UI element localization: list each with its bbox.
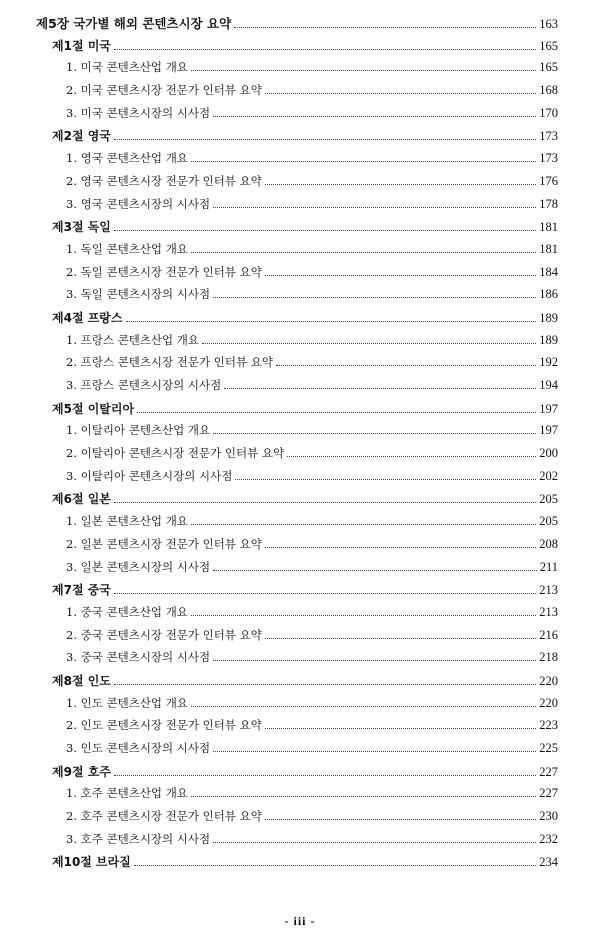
toc-entry-page-number: 165 bbox=[539, 38, 558, 53]
toc-entry-label: 제3절 독일 bbox=[52, 220, 111, 235]
dot-leader bbox=[114, 593, 536, 594]
toc-entry-page-number: 234 bbox=[539, 855, 558, 870]
toc-entry-page-number: 176 bbox=[539, 173, 558, 188]
toc-entry-page-number: 211 bbox=[539, 559, 558, 574]
toc-entry-page-number: 194 bbox=[539, 378, 558, 392]
toc-entry-page-number: 232 bbox=[539, 831, 558, 846]
dot-leader bbox=[114, 502, 536, 503]
toc-entry-page-number: 208 bbox=[539, 536, 558, 551]
dot-leader bbox=[213, 751, 536, 752]
dot-leader bbox=[191, 70, 536, 71]
toc-item-entry[interactable] bbox=[36, 604, 558, 627]
toc-entry-label: 제1절 미국 bbox=[52, 38, 111, 53]
toc-entry-page-number: 181 bbox=[539, 220, 558, 235]
toc-entry-label: 1. 프랑스 콘텐츠산업 개요 bbox=[66, 332, 200, 347]
toc-entry-page-number: 170 bbox=[539, 105, 558, 120]
dot-leader bbox=[114, 775, 536, 776]
toc-entry-label: 3. 독일 콘텐츠시장의 시사점 bbox=[66, 287, 211, 302]
toc-entry-label: 제9절 호주 bbox=[52, 764, 111, 779]
dot-leader bbox=[114, 139, 536, 140]
toc-entry-label: 2. 독일 콘텐츠시장 전문가 인터뷰 요약 bbox=[66, 264, 262, 279]
toc-entry-page-number: 173 bbox=[539, 151, 558, 166]
toc-entry-label: 제5절 이탈리아 bbox=[52, 401, 135, 416]
toc-entry-page-number: 173 bbox=[539, 129, 558, 144]
dot-leader bbox=[265, 819, 536, 820]
dot-leader bbox=[191, 796, 536, 797]
toc-entry-page-number: 200 bbox=[539, 446, 558, 461]
dot-leader bbox=[202, 343, 536, 344]
toc-entry-label: 2. 호주 콘텐츠시장 전문가 인터뷰 요약 bbox=[66, 809, 262, 824]
toc-entry-page-number: 220 bbox=[539, 673, 558, 688]
toc-entry-label: 제2절 영국 bbox=[52, 129, 111, 144]
toc-entry-page-number: 189 bbox=[539, 310, 558, 325]
toc-entry-label: 3. 미국 콘텐츠시장의 시사점 bbox=[66, 105, 211, 120]
dot-leader bbox=[213, 660, 536, 661]
toc-section-entry[interactable] bbox=[36, 581, 558, 604]
toc-section-entry[interactable] bbox=[36, 763, 558, 786]
dot-leader bbox=[265, 184, 536, 185]
dot-leader bbox=[213, 842, 536, 843]
toc-item-entry[interactable] bbox=[36, 241, 558, 264]
toc-entry-label: 1. 이탈리아 콘텐츠산업 개요 bbox=[66, 423, 211, 438]
toc-item-entry[interactable] bbox=[36, 332, 558, 355]
toc-item-entry[interactable] bbox=[36, 354, 558, 377]
toc-entry-label: 제7절 중국 bbox=[52, 583, 111, 598]
dot-leader bbox=[265, 275, 536, 276]
dot-leader bbox=[191, 706, 536, 707]
dot-leader bbox=[137, 412, 536, 413]
dot-leader bbox=[114, 684, 536, 685]
toc-item-entry[interactable] bbox=[36, 150, 558, 173]
toc-entry-page-number: 230 bbox=[539, 809, 558, 824]
toc-entry-label: 제10절 브라질 bbox=[52, 855, 131, 870]
toc-entry-page-number: 227 bbox=[539, 764, 558, 779]
toc-section-entry[interactable] bbox=[36, 218, 558, 241]
dot-leader bbox=[126, 321, 537, 322]
toc-entry-page-number: 165 bbox=[539, 60, 558, 75]
toc-entry-page-number: 202 bbox=[539, 468, 558, 483]
dot-leader bbox=[213, 116, 536, 117]
toc-entry-page-number: 223 bbox=[539, 718, 558, 733]
toc-item-entry[interactable] bbox=[36, 559, 558, 582]
dot-leader bbox=[191, 161, 536, 162]
dot-leader bbox=[114, 230, 536, 231]
toc-entry-page-number: 181 bbox=[539, 241, 558, 256]
toc-entry-page-number: 216 bbox=[539, 627, 558, 642]
toc-entry-page-number: 197 bbox=[539, 401, 558, 416]
toc-chapter-entry[interactable] bbox=[36, 14, 558, 37]
toc-entry-label: 3. 프랑스 콘텐츠시장의 시사점 bbox=[66, 378, 222, 392]
dot-leader bbox=[265, 547, 536, 548]
toc-entry-label: 2. 이탈리아 콘텐츠시장 전문가 인터뷰 요약 bbox=[66, 446, 285, 461]
toc-entry-label: 1. 독일 콘텐츠산업 개요 bbox=[66, 241, 188, 256]
toc-item-entry[interactable] bbox=[36, 695, 558, 718]
toc-entry-label: 2. 인도 콘텐츠시장 전문가 인터뷰 요약 bbox=[66, 718, 262, 733]
toc-section-entry[interactable] bbox=[36, 672, 558, 695]
dot-leader bbox=[276, 365, 536, 366]
toc-item-entry[interactable] bbox=[36, 422, 558, 445]
dot-leader bbox=[213, 207, 536, 208]
dot-leader bbox=[235, 479, 536, 480]
toc-entry-label: 2. 일본 콘텐츠시장 전문가 인터뷰 요약 bbox=[66, 536, 262, 551]
toc-item-entry[interactable] bbox=[36, 173, 558, 196]
dot-leader bbox=[213, 433, 536, 434]
dot-leader bbox=[234, 27, 536, 28]
toc-entry-page-number: 184 bbox=[539, 264, 558, 279]
toc-entry-label: 제4절 프랑스 bbox=[52, 310, 123, 325]
toc-entry-page-number: 197 bbox=[539, 423, 558, 438]
toc-entry-page-number: 186 bbox=[539, 287, 558, 302]
toc-item-entry[interactable] bbox=[36, 264, 558, 287]
dot-leader bbox=[224, 388, 536, 389]
toc-section-entry[interactable] bbox=[36, 309, 558, 332]
toc-entry-label: 1. 일본 콘텐츠산업 개요 bbox=[66, 514, 188, 529]
toc-entry-label: 3. 영국 콘텐츠시장의 시사점 bbox=[66, 196, 211, 211]
toc-item-entry[interactable] bbox=[36, 377, 558, 400]
toc-entry-page-number: 225 bbox=[539, 741, 558, 755]
dot-leader bbox=[191, 615, 536, 616]
toc-entry-label: 1. 호주 콘텐츠산업 개요 bbox=[66, 786, 188, 801]
toc-item-entry[interactable] bbox=[36, 627, 558, 650]
toc-item-entry[interactable] bbox=[36, 831, 558, 854]
toc-item-entry[interactable] bbox=[36, 740, 558, 763]
toc-entry-page-number: 192 bbox=[539, 355, 558, 370]
dot-leader bbox=[265, 638, 536, 639]
dot-leader bbox=[213, 297, 536, 298]
toc-item-entry[interactable] bbox=[36, 536, 558, 559]
toc-entry-label: 3. 인도 콘텐츠시장의 시사점 bbox=[66, 741, 211, 755]
toc-item-entry[interactable] bbox=[36, 513, 558, 536]
toc-entry-label: 2. 영국 콘텐츠시장 전문가 인터뷰 요약 bbox=[66, 173, 262, 188]
toc-entry-page-number: 205 bbox=[539, 514, 558, 529]
toc-entry-page-number: 227 bbox=[539, 786, 558, 801]
toc-entry-page-number: 218 bbox=[539, 650, 558, 665]
toc-entry-page-number: 163 bbox=[539, 17, 558, 31]
toc-entry-label: 제6절 일본 bbox=[52, 492, 111, 507]
toc-item-entry[interactable] bbox=[36, 808, 558, 831]
toc-entry-page-number: 220 bbox=[539, 695, 558, 710]
dot-leader bbox=[265, 728, 536, 729]
toc-section-entry[interactable] bbox=[36, 400, 558, 423]
toc-entry-label: 2. 프랑스 콘텐츠시장 전문가 인터뷰 요약 bbox=[66, 355, 273, 370]
toc-entry-page-number: 189 bbox=[539, 332, 558, 347]
toc-item-entry[interactable] bbox=[36, 82, 558, 105]
toc-item-entry[interactable] bbox=[36, 445, 558, 468]
toc-entry-page-number: 205 bbox=[539, 492, 558, 507]
dot-leader bbox=[287, 456, 536, 457]
toc-section-entry[interactable] bbox=[36, 127, 558, 150]
toc-item-entry[interactable] bbox=[36, 59, 558, 82]
dot-leader bbox=[213, 570, 537, 571]
table-of-contents bbox=[36, 14, 558, 876]
toc-entry-page-number: 178 bbox=[539, 196, 558, 211]
toc-item-entry[interactable] bbox=[36, 785, 558, 808]
toc-entry-label: 2. 미국 콘텐츠시장 전문가 인터뷰 요약 bbox=[66, 83, 262, 98]
toc-item-entry[interactable] bbox=[36, 105, 558, 128]
page-number-footer: - iii - bbox=[284, 914, 316, 928]
toc-item-entry[interactable] bbox=[36, 468, 558, 491]
dot-leader bbox=[191, 524, 536, 525]
toc-item-entry[interactable] bbox=[36, 649, 558, 672]
dot-leader bbox=[191, 252, 536, 253]
toc-entry-label: 3. 이탈리아 콘텐츠시장의 시사점 bbox=[66, 468, 233, 483]
toc-entry-label: 3. 일본 콘텐츠시장의 시사점 bbox=[66, 559, 211, 574]
toc-entry-label: 1. 중국 콘텐츠산업 개요 bbox=[66, 604, 188, 619]
toc-section-entry[interactable] bbox=[36, 37, 558, 60]
dot-leader bbox=[114, 49, 536, 50]
toc-entry-page-number: 168 bbox=[539, 83, 558, 98]
toc-entry-label: 3. 중국 콘텐츠시장의 시사점 bbox=[66, 650, 211, 665]
toc-entry-page-number: 213 bbox=[539, 583, 558, 598]
toc-entry-label: 1. 인도 콘텐츠산업 개요 bbox=[66, 695, 188, 710]
dot-leader bbox=[265, 93, 536, 94]
toc-entry-page-number: 213 bbox=[539, 604, 558, 619]
toc-item-entry[interactable] bbox=[36, 196, 558, 219]
toc-entry-label: 3. 호주 콘텐츠시장의 시사점 bbox=[66, 831, 211, 846]
toc-item-entry[interactable] bbox=[36, 717, 558, 740]
toc-section-entry[interactable] bbox=[36, 490, 558, 513]
toc-entry-label: 2. 중국 콘텐츠시장 전문가 인터뷰 요약 bbox=[66, 627, 262, 642]
dot-leader bbox=[134, 865, 536, 866]
toc-entry-label: 제8절 인도 bbox=[52, 673, 111, 688]
toc-entry-label: 제5장 국가별 해외 콘텐츠시장 요약 bbox=[36, 16, 232, 31]
toc-section-entry[interactable] bbox=[36, 853, 558, 876]
toc-item-entry[interactable] bbox=[36, 286, 558, 309]
toc-entry-label: 1. 미국 콘텐츠산업 개요 bbox=[66, 60, 188, 75]
toc-entry-label: 1. 영국 콘텐츠산업 개요 bbox=[66, 151, 188, 166]
